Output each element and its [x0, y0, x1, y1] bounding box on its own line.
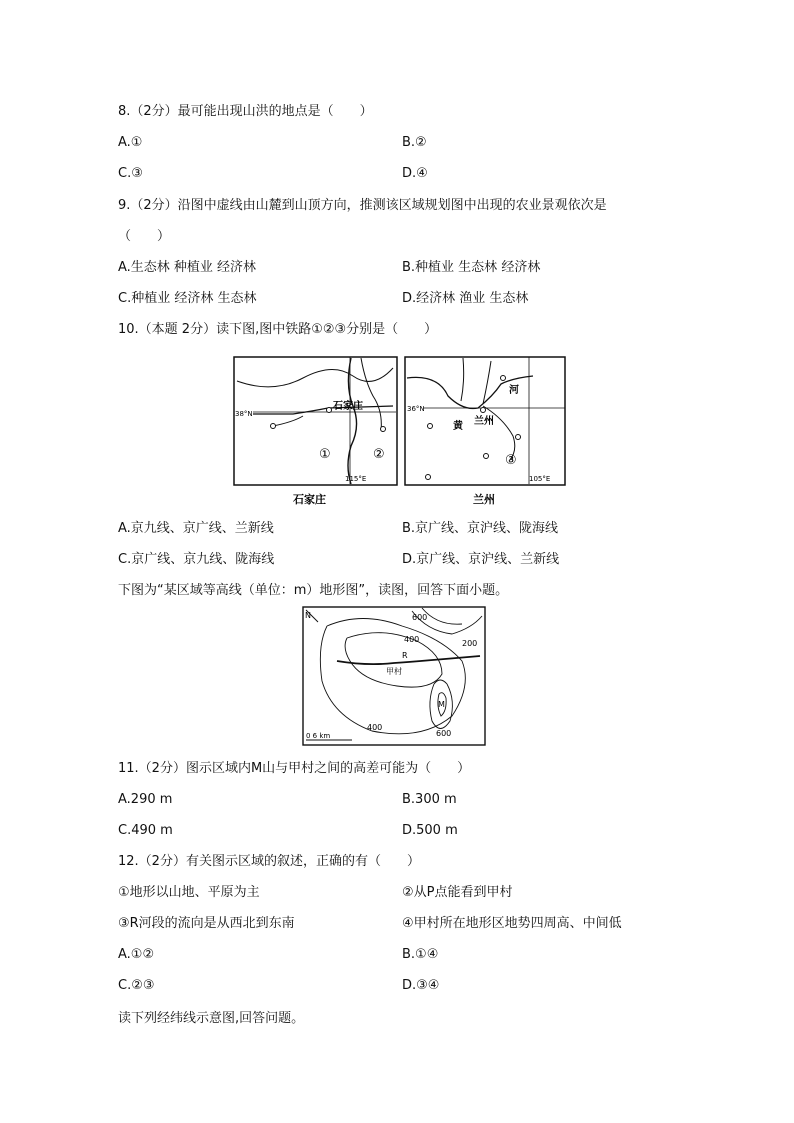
q9-option-a[interactable]: A.生态林 种植业 经济林	[118, 260, 257, 275]
label-lat-38: 38°N	[235, 410, 253, 418]
q12-option-a[interactable]: A.①②	[118, 947, 155, 962]
label-lanzhou: 兰州	[474, 416, 494, 427]
q8-option-b[interactable]: B.②	[402, 135, 427, 150]
q9-option-c[interactable]: C.种植业 经济林 生态林	[118, 291, 257, 306]
contour-label-400-mid: 400	[404, 635, 420, 644]
q10-option-a[interactable]: A.京九线、京广线、兰新线	[118, 521, 274, 536]
q12-option-c[interactable]: C.②③	[118, 978, 155, 993]
q12-stem: 12.（2分）有关图示区域的叙述，正确的有（ ）	[118, 854, 420, 869]
contour-label-400-bottom: 400	[367, 723, 383, 732]
peak-label-m: M	[438, 700, 445, 709]
label-lon-115: 115°E	[345, 475, 367, 483]
contour-map-figure	[302, 606, 486, 746]
q11-option-d[interactable]: D.500 m	[402, 823, 458, 838]
q8-option-d[interactable]: D.④	[402, 166, 428, 181]
q8-option-a[interactable]: A.①	[118, 135, 143, 150]
q9-option-b[interactable]: B.种植业 生态林 经济林	[402, 260, 541, 275]
contour-intro: 下图为“某区域等高线（单位：m）地形图”，读图，回答下面小题。	[118, 583, 509, 598]
q12-statement-4: ④甲村所在地形区地势四周高、中间低	[402, 916, 622, 931]
q8-stem: 8.（2分）最可能出现山洪的地点是（ ）	[118, 104, 373, 119]
q8-option-c[interactable]: C.③	[118, 166, 143, 181]
contour-label-600-bottom: 600	[436, 729, 452, 738]
q11-option-c[interactable]: C.490 m	[118, 823, 173, 838]
map-lanzhou	[405, 357, 565, 506]
q11-stem: 11.（2分）图示区域内M山与甲村之间的高差可能为（ ）	[118, 761, 471, 776]
q9-stem: 9.（2分）沿图中虚线由山麓到山顶方向，推测该区域规划图中出现的农业景观依次是	[118, 198, 607, 213]
q12-option-d[interactable]: D.③④	[402, 978, 440, 993]
q10-stem: 10.（本题 2分）读下图,图中铁路①②③分别是（ ）	[118, 322, 438, 337]
label-river-huang: 黄	[453, 421, 463, 432]
village-label-jiacun: 甲村	[386, 667, 402, 676]
contour-label-600-top: 600	[412, 613, 428, 622]
marker-1: ①	[319, 447, 331, 462]
railway-maps-figure	[233, 356, 568, 516]
marker-3: ③	[505, 453, 517, 468]
map-shijiazhuang	[234, 357, 397, 506]
caption-shijiazhuang: 石家庄	[293, 493, 326, 506]
label-river-he: 河	[509, 385, 519, 396]
q9-stem-blank: （ ）	[118, 229, 171, 244]
q12-statement-3: ③R河段的流向是从西北到东南	[118, 916, 295, 931]
q9-option-d[interactable]: D.经济林 渔业 生态林	[402, 291, 529, 306]
q10-option-c[interactable]: C.京广线、京九线、陇海线	[118, 552, 275, 567]
label-shijiazhuang: 石家庄	[333, 401, 363, 412]
river-label-r: R	[402, 651, 408, 660]
q10-option-b[interactable]: B.京广线、京沪线、陇海线	[402, 521, 559, 536]
q11-option-a[interactable]: A.290 m	[118, 792, 173, 807]
caption-lanzhou: 兰州	[473, 493, 495, 506]
contour-label-200: 200	[462, 639, 478, 648]
marker-2: ②	[373, 447, 385, 462]
outro-text: 读下列经纬线示意图,回答问题。	[118, 1011, 305, 1026]
q12-statement-1: ①地形以山地、平原为主	[118, 885, 260, 900]
q12-statement-2: ②从P点能看到甲村	[402, 885, 513, 900]
q11-option-b[interactable]: B.300 m	[402, 792, 457, 807]
scale-label: 0 6 km	[306, 732, 331, 740]
label-lon-105: 105°E	[529, 475, 551, 483]
q12-option-b[interactable]: B.①④	[402, 947, 439, 962]
label-lat-36: 36°N	[407, 405, 425, 413]
north-label: N	[305, 611, 311, 620]
q10-option-d[interactable]: D.京广线、京沪线、兰新线	[402, 552, 560, 567]
